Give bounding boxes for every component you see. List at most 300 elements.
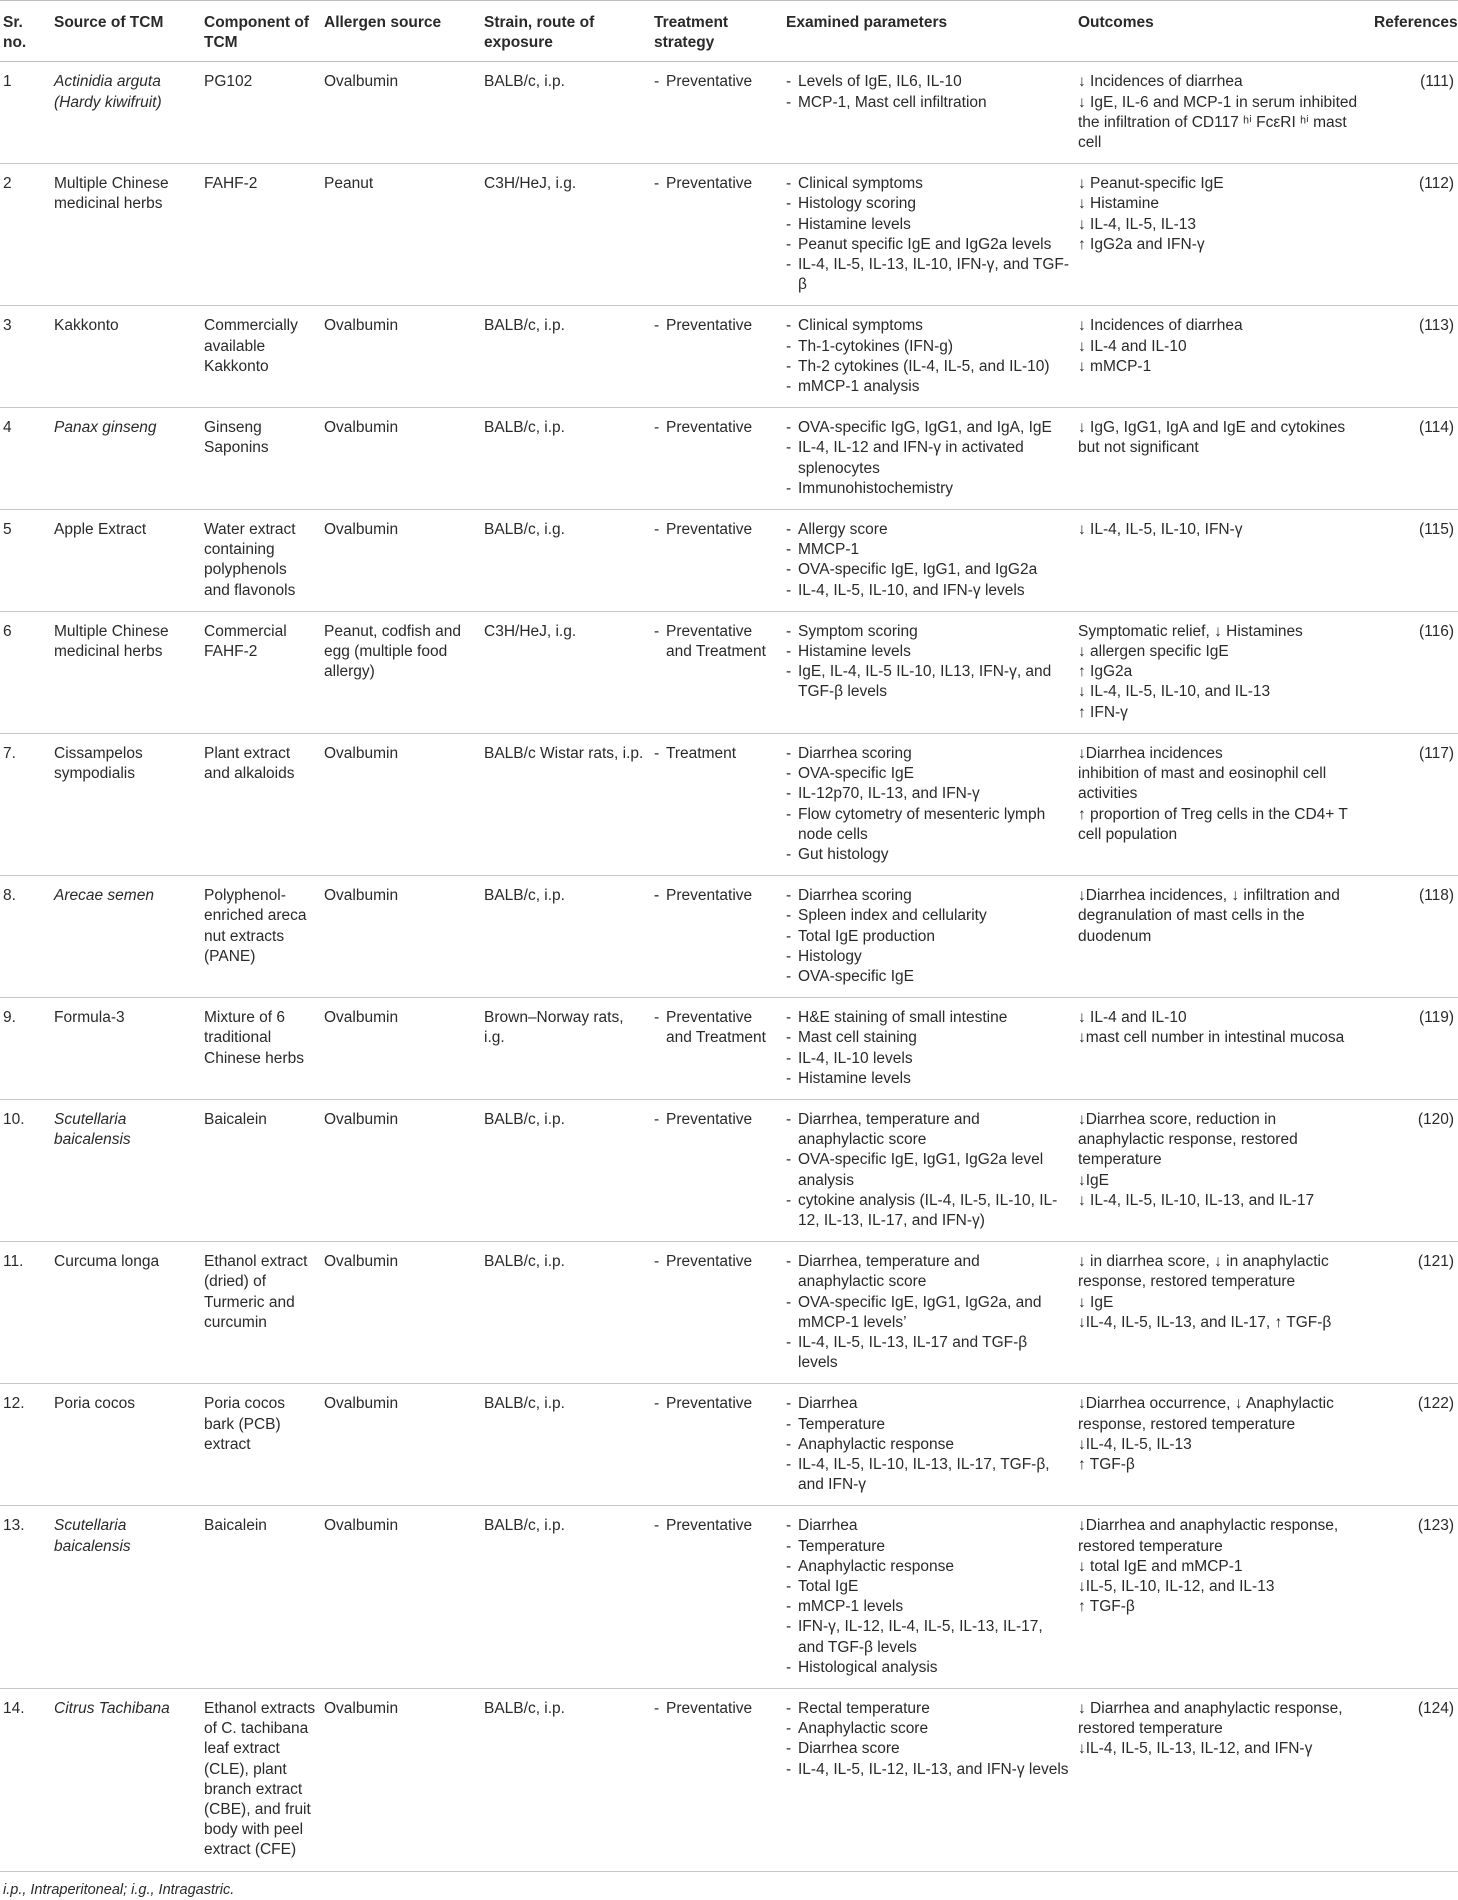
cell-reference: (114) (1370, 408, 1458, 510)
cell-strategy-list (654, 174, 778, 194)
cell-outcomes (1074, 408, 1370, 510)
cell-outcomes (1074, 510, 1370, 612)
cell-strain: BALB/c, i.p. (480, 1384, 650, 1506)
cell-reference: (122) (1370, 1384, 1458, 1506)
list-item: ↓ IL-4, IL-5, IL-13 (1078, 215, 1197, 233)
cell-outcomes (1074, 876, 1370, 998)
list-item: - Anaphylactic response (786, 1557, 1070, 1577)
cell-allergen: Ovalbumin (320, 733, 480, 875)
cell-strategy-list (654, 622, 778, 662)
cell-outcomes-list (1078, 520, 1366, 540)
cell-params (782, 408, 1074, 510)
cell-params (782, 1099, 1074, 1241)
list-item: - Gut histology (786, 845, 1070, 865)
cell-outcomes (1074, 1242, 1370, 1384)
list-item: - Histological analysis (786, 1658, 1070, 1678)
list-item: ↓IL-5, IL-10, IL-12, and IL-13 (1078, 1578, 1275, 1595)
list-item: - Mast cell staining (786, 1028, 1070, 1048)
list-item: - Flow cytometry of mesenteric lymph node cells (786, 805, 1070, 845)
list-item: - Diarrhea (786, 1394, 1070, 1414)
cell-strategy (650, 611, 782, 733)
cell-outcomes-list (1078, 1252, 1366, 1333)
cell-sr-no: 13. (0, 1506, 50, 1689)
cell-sr-no: 3 (0, 306, 50, 408)
cell-params-list (786, 1008, 1070, 1089)
cell-strain: BALB/c, i.p. (480, 876, 650, 998)
list-item: ↓ total IgE and mMCP-1 (1078, 1557, 1243, 1575)
cell-component: Water extract containing polyphenols and flavonols (200, 510, 320, 612)
cell-source: Actinidia arguta (Hardy kiwifruit) (50, 62, 200, 164)
cell-strain: BALB/c Wistar rats, i.p. (480, 733, 650, 875)
cell-reference: (113) (1370, 306, 1458, 408)
list-item: ↓ allergen specific IgE (1078, 643, 1229, 661)
cell-source: Cissampelos sympodialis (50, 733, 200, 875)
table-row (0, 611, 1458, 733)
cell-source: Citrus Tachibana (50, 1689, 200, 1872)
list-item: - OVA-specific IgG, IgG1, and IgA, IgE (786, 418, 1070, 438)
list-item: ↑ IFN-γ (1078, 703, 1128, 721)
cell-reference: (112) (1370, 164, 1458, 306)
list-item: ↓ IgE, IL-6 and MCP-1 in serum inhibited the infiltration of CD117 ʰⁱ FcεRI ʰⁱ mast cell (1078, 93, 1358, 152)
list-item: - Histamine levels (786, 215, 1070, 235)
header-strategy: Treatment strategy (650, 1, 782, 62)
header-params: Examined parameters (782, 1, 1074, 62)
list-item: - Allergy score (786, 520, 1070, 540)
header-references: References (1370, 1, 1458, 62)
list-item: - IL-12p70, IL-13, and IFN-γ (786, 784, 1070, 804)
list-item: Symptomatic relief, ↓ Histamines (1078, 622, 1303, 640)
list-item: ↑ proportion of Treg cells in the CD4+ T cell population (1078, 805, 1348, 843)
cell-outcomes-list (1078, 622, 1366, 723)
cell-allergen: Ovalbumin (320, 1242, 480, 1384)
cell-strategy (650, 1099, 782, 1241)
header-outcomes: Outcomes (1074, 1, 1370, 62)
list-item: - IL-4, IL-5, IL-13, IL-10, IFN-γ, and TGF-β (786, 255, 1070, 295)
cell-outcomes (1074, 1506, 1370, 1689)
list-item: - Histology (786, 947, 1070, 967)
list-item: - Preventative (654, 1252, 778, 1272)
list-item: - IL-4, IL-5, IL-10, IL-13, IL-17, TGF-β, and IFN-γ (786, 1455, 1070, 1495)
list-item: - IFN-γ, IL-12, IL-4, IL-5, IL-13, IL-17, and TGF-β levels (786, 1617, 1070, 1657)
cell-params-list (786, 744, 1070, 865)
header-sr-no: Sr. no. (0, 1, 50, 62)
cell-allergen: Ovalbumin (320, 998, 480, 1100)
list-item: ↓ Incidences of diarrhea (1078, 317, 1243, 335)
cell-source: Multiple Chinese medicinal herbs (50, 611, 200, 733)
cell-outcomes (1074, 611, 1370, 733)
list-item: - Preventative (654, 316, 778, 336)
cell-reference: (117) (1370, 733, 1458, 875)
cell-source: Scutellaria baicalensis (50, 1506, 200, 1689)
cell-outcomes-list (1078, 1110, 1366, 1211)
list-item: ↓ mMCP-1 (1078, 357, 1152, 375)
list-item: - Preventative (654, 174, 778, 194)
list-item: - Peanut specific IgE and IgG2a levels (786, 235, 1070, 255)
cell-allergen: Ovalbumin (320, 510, 480, 612)
cell-strategy (650, 998, 782, 1100)
list-item: - Immunohistochemistry (786, 479, 1070, 499)
list-item: - IL-4, IL-5, IL-10, and IFN-γ levels (786, 581, 1070, 601)
list-item: - Histamine levels (786, 1069, 1070, 1089)
cell-component: Plant extract and alkaloids (200, 733, 320, 875)
list-item: - Preventative and Treatment (654, 622, 778, 662)
cell-strategy (650, 1506, 782, 1689)
cell-params-list (786, 1516, 1070, 1678)
list-item: - Diarrhea score (786, 1739, 1070, 1759)
list-item: - Diarrhea scoring (786, 886, 1070, 906)
table-row (0, 408, 1458, 510)
cell-reference: (115) (1370, 510, 1458, 612)
cell-strategy-list (654, 1110, 778, 1130)
cell-sr-no: 11. (0, 1242, 50, 1384)
table-row (0, 306, 1458, 408)
table-row (0, 164, 1458, 306)
cell-allergen: Ovalbumin (320, 1689, 480, 1872)
cell-allergen: Ovalbumin (320, 1099, 480, 1241)
cell-params-list (786, 622, 1070, 703)
cell-allergen: Ovalbumin (320, 306, 480, 408)
list-item: - Th-1-cytokines (IFN-g) (786, 337, 1070, 357)
cell-strategy-list (654, 520, 778, 540)
cell-sr-no: 6 (0, 611, 50, 733)
list-item: ↓Diarrhea occurrence, ↓ Anaphylactic response, restored temperature (1078, 1395, 1334, 1433)
cell-source: Curcuma longa (50, 1242, 200, 1384)
cell-source: Kakkonto (50, 306, 200, 408)
list-item: ↓ IL-4 and IL-10 (1078, 337, 1187, 355)
cell-outcomes-list (1078, 1699, 1366, 1760)
list-item: - mMCP-1 levels (786, 1597, 1070, 1617)
list-item: - Levels of IgE, IL6, IL-10 (786, 72, 1070, 92)
list-item: ↓ IL-4, IL-5, IL-10, and IL-13 (1078, 683, 1271, 701)
list-item: ↓Diarrhea and anaphylactic response, restored temperature (1078, 1517, 1339, 1555)
list-item: - Preventative (654, 1394, 778, 1414)
list-item: - Preventative (654, 1699, 778, 1719)
cell-outcomes (1074, 733, 1370, 875)
list-item: inhibition of mast and eosinophil cell activities (1078, 765, 1327, 803)
cell-outcomes-list (1078, 1394, 1366, 1475)
header-source: Source of TCM (50, 1, 200, 62)
cell-outcomes (1074, 1099, 1370, 1241)
cell-outcomes-list (1078, 174, 1366, 255)
cell-strategy-list (654, 1516, 778, 1536)
list-item: - Diarrhea, temperature and anaphylactic score (786, 1252, 1070, 1292)
cell-outcomes (1074, 1384, 1370, 1506)
list-item: ↑ TGF-β (1078, 1598, 1135, 1616)
list-item: ↓ IgG, IgG1, IgA and IgE and cytokines but not significant (1078, 419, 1346, 457)
list-item: - OVA-specific IgE, IgG1, and IgG2a (786, 560, 1070, 580)
list-item: - Preventative (654, 72, 778, 92)
cell-outcomes-list (1078, 744, 1366, 845)
list-item: ↓ IL-4, IL-5, IL-10, IFN-γ (1078, 521, 1243, 539)
cell-outcomes (1074, 306, 1370, 408)
table-row (0, 998, 1458, 1100)
cell-outcomes-list (1078, 316, 1366, 377)
cell-params-list (786, 72, 1070, 112)
cell-strain: BALB/c, i.p. (480, 1242, 650, 1384)
list-item: - Th-2 cytokines (IL-4, IL-5, and IL-10) (786, 357, 1070, 377)
cell-strain: BALB/c, i.p. (480, 62, 650, 164)
cell-params (782, 1689, 1074, 1872)
cell-component: Ginseng Saponins (200, 408, 320, 510)
list-item: ↑ IgG2a (1078, 663, 1133, 681)
cell-sr-no: 4 (0, 408, 50, 510)
cell-params-list (786, 316, 1070, 397)
cell-strategy (650, 164, 782, 306)
list-item: - Total IgE (786, 1577, 1070, 1597)
list-item: ↓ Diarrhea and anaphylactic response, restored temperature (1078, 1700, 1343, 1738)
cell-reference: (118) (1370, 876, 1458, 998)
cell-sr-no: 10. (0, 1099, 50, 1241)
cell-component: PG102 (200, 62, 320, 164)
cell-params (782, 1506, 1074, 1689)
cell-allergen: Ovalbumin (320, 408, 480, 510)
cell-reference: (119) (1370, 998, 1458, 1100)
cell-source: Scutellaria baicalensis (50, 1099, 200, 1241)
table-row (0, 733, 1458, 875)
cell-params-list (786, 886, 1070, 987)
cell-strategy-list (654, 744, 778, 764)
table-body (0, 62, 1458, 1871)
list-item: - IL-4, IL-5, IL-13, IL-17 and TGF-β levels (786, 1333, 1070, 1373)
cell-params (782, 510, 1074, 612)
list-item: - Diarrhea (786, 1516, 1070, 1536)
cell-component: Commercial FAHF-2 (200, 611, 320, 733)
list-item: - Preventative (654, 886, 778, 906)
cell-component: Mixture of 6 traditional Chinese herbs (200, 998, 320, 1100)
cell-params (782, 62, 1074, 164)
header-allergen: Allergen source (320, 1, 480, 62)
list-item: - Clinical symptoms (786, 174, 1070, 194)
cell-strategy-list (654, 418, 778, 438)
cell-source: Multiple Chinese medicinal herbs (50, 164, 200, 306)
cell-sr-no: 12. (0, 1384, 50, 1506)
cell-sr-no: 9. (0, 998, 50, 1100)
cell-strain: C3H/HeJ, i.g. (480, 611, 650, 733)
cell-outcomes (1074, 62, 1370, 164)
list-item: - OVA-specific IgE, IgG1, IgG2a, and mMCP-1 levels’ (786, 1293, 1070, 1333)
list-item: - Total IgE production (786, 927, 1070, 947)
list-item: ↓ Histamine (1078, 195, 1159, 213)
cell-strain: Brown–Norway rats, i.g. (480, 998, 650, 1100)
list-item: ↓ Peanut-specific IgE (1078, 175, 1224, 193)
cell-params (782, 611, 1074, 733)
cell-params-list (786, 1394, 1070, 1495)
cell-params-list (786, 1110, 1070, 1231)
list-item: ↓ in diarrhea score, ↓ in anaphylactic response, restored temperature (1078, 1253, 1329, 1291)
cell-params (782, 1384, 1074, 1506)
list-item: - Anaphylactic score (786, 1719, 1070, 1739)
cell-reference: (111) (1370, 62, 1458, 164)
cell-strategy-list (654, 1699, 778, 1719)
cell-source: Formula-3 (50, 998, 200, 1100)
cell-strategy (650, 1689, 782, 1872)
cell-allergen: Ovalbumin (320, 876, 480, 998)
cell-allergen: Peanut, codfish and egg (multiple food allergy) (320, 611, 480, 733)
cell-component: Ethanol extract (dried) of Turmeric and curcumin (200, 1242, 320, 1384)
cell-strain: BALB/c, i.p. (480, 1099, 650, 1241)
list-item: ↓ IgE (1078, 1293, 1114, 1311)
cell-strain: BALB/c, i.p. (480, 408, 650, 510)
table-row (0, 876, 1458, 998)
cell-component: Baicalein (200, 1099, 320, 1241)
list-item: - Diarrhea, temperature and anaphylactic score (786, 1110, 1070, 1150)
table-row (0, 1242, 1458, 1384)
cell-strategy-list (654, 72, 778, 92)
cell-strain: BALB/c, i.p. (480, 1506, 650, 1689)
cell-component: Polyphenol-enriched areca nut extracts (PANE) (200, 876, 320, 998)
cell-reference: (121) (1370, 1242, 1458, 1384)
list-item: - Rectal temperature (786, 1699, 1070, 1719)
cell-strategy (650, 306, 782, 408)
list-item: - Preventative (654, 418, 778, 438)
list-item: - Preventative (654, 520, 778, 540)
cell-outcomes (1074, 998, 1370, 1100)
cell-strain: BALB/c, i.p. (480, 1689, 650, 1872)
list-item: - Anaphylactic response (786, 1435, 1070, 1455)
cell-params (782, 733, 1074, 875)
header-component: Component of TCM (200, 1, 320, 62)
cell-allergen: Ovalbumin (320, 1384, 480, 1506)
cell-strain: BALB/c, i.g. (480, 510, 650, 612)
list-item: ↓IgE (1078, 1171, 1110, 1189)
cell-strategy (650, 62, 782, 164)
list-item: - Temperature (786, 1537, 1070, 1557)
list-item: - Temperature (786, 1415, 1070, 1435)
cell-params-list (786, 174, 1070, 295)
cell-strategy (650, 1384, 782, 1506)
list-item: - MCP-1, Mast cell infiltration (786, 93, 1070, 113)
list-item: - IL-4, IL-5, IL-12, IL-13, and IFN-γ levels (786, 1760, 1070, 1780)
list-item: ↓IL-4, IL-5, IL-13, and IL-17, ↑ TGF-β (1078, 1313, 1332, 1331)
cell-params-list (786, 520, 1070, 601)
cell-reference: (120) (1370, 1099, 1458, 1241)
list-item: - IL-4, IL-10 levels (786, 1049, 1070, 1069)
cell-params (782, 164, 1074, 306)
list-item: - H&E staining of small intestine (786, 1008, 1070, 1028)
list-item: - Preventative (654, 1110, 778, 1130)
list-item: ↓ IL-4, IL-5, IL-10, IL-13, and IL-17 (1078, 1191, 1315, 1209)
list-item: ↓ IL-4 and IL-10 (1078, 1009, 1187, 1027)
cell-sr-no: 8. (0, 876, 50, 998)
list-item: ↑ TGF-β (1078, 1455, 1135, 1473)
list-item: - OVA-specific IgE (786, 764, 1070, 784)
cell-outcomes-list (1078, 1516, 1366, 1617)
cell-strain: C3H/HeJ, i.g. (480, 164, 650, 306)
list-item: - Preventative and Treatment (654, 1008, 778, 1048)
cell-params-list (786, 1252, 1070, 1373)
cell-component: Baicalein (200, 1506, 320, 1689)
list-item: - IgE, IL-4, IL-5 IL-10, IL13, IFN-γ, and TGF-β levels (786, 662, 1070, 702)
cell-outcomes-list (1078, 1008, 1366, 1048)
cell-outcomes-list (1078, 72, 1366, 153)
cell-source: Apple Extract (50, 510, 200, 612)
cell-params (782, 306, 1074, 408)
cell-reference: (124) (1370, 1689, 1458, 1872)
list-item: ↓IL-4, IL-5, IL-13, IL-12, and IFN-γ (1078, 1740, 1313, 1758)
cell-sr-no: 1 (0, 62, 50, 164)
list-item: - IL-4, IL-12 and IFN-γ in activated splenocytes (786, 438, 1070, 478)
table-footnote: i.p., Intraperitoneal; i.g., Intragastric. (3, 1881, 235, 1898)
list-item: - cytokine analysis (IL-4, IL-5, IL-10, IL-12, IL-13, IL-17, and IFN-γ) (786, 1191, 1070, 1231)
cell-strain: BALB/c, i.p. (480, 306, 650, 408)
list-item: - Clinical symptoms (786, 316, 1070, 336)
cell-strategy (650, 733, 782, 875)
cell-allergen: Ovalbumin (320, 62, 480, 164)
cell-reference: (116) (1370, 611, 1458, 733)
cell-strategy-list (654, 1394, 778, 1414)
cell-component: Ethanol extracts of C. tachibana leaf extract (CLE), plant branch extract (CBE), and fruit body with peel extract (CFE) (200, 1689, 320, 1872)
cell-sr-no: 7. (0, 733, 50, 875)
list-item: - OVA-specific IgE, IgG1, IgG2a level analysis (786, 1150, 1070, 1190)
list-item: - Diarrhea scoring (786, 744, 1070, 764)
table-row (0, 1099, 1458, 1241)
list-item: - Symptom scoring (786, 622, 1070, 642)
cell-sr-no: 2 (0, 164, 50, 306)
cell-params-list (786, 1699, 1070, 1780)
cell-reference: (123) (1370, 1506, 1458, 1689)
list-item: - Histamine levels (786, 642, 1070, 662)
cell-source: Panax ginseng (50, 408, 200, 510)
cell-allergen: Peanut (320, 164, 480, 306)
cell-strategy-list (654, 1008, 778, 1048)
list-item: - MMCP-1 (786, 540, 1070, 560)
table-row (0, 1506, 1458, 1689)
list-item: ↓Diarrhea incidences (1078, 744, 1223, 762)
table-row (0, 1384, 1458, 1506)
list-item: ↑ IgG2a and IFN-γ (1078, 235, 1205, 253)
cell-component: Commercially available Kakkonto (200, 306, 320, 408)
cell-params (782, 876, 1074, 998)
list-item: - Histology scoring (786, 194, 1070, 214)
table-row (0, 1689, 1458, 1872)
cell-sr-no: 5 (0, 510, 50, 612)
cell-strategy (650, 408, 782, 510)
cell-source: Arecae semen (50, 876, 200, 998)
table-row (0, 510, 1458, 612)
table-row (0, 62, 1458, 164)
cell-outcomes (1074, 1689, 1370, 1872)
list-item: - Treatment (654, 744, 778, 764)
table-header (0, 1, 1458, 62)
cell-strategy-list (654, 316, 778, 336)
list-item: ↓Diarrhea incidences, ↓ infiltration and degranulation of mast cells in the duodenum (1078, 887, 1340, 945)
list-item: ↓IL-4, IL-5, IL-13 (1078, 1435, 1192, 1453)
list-item: - mMCP-1 analysis (786, 377, 1070, 397)
cell-source: Poria cocos (50, 1384, 200, 1506)
cell-strategy (650, 510, 782, 612)
list-item: ↓ Incidences of diarrhea (1078, 73, 1243, 91)
cell-outcomes-list (1078, 886, 1366, 947)
cell-sr-no: 14. (0, 1689, 50, 1872)
cell-outcomes-list (1078, 418, 1366, 458)
cell-component: FAHF-2 (200, 164, 320, 306)
cell-component: Poria cocos bark (PCB) extract (200, 1384, 320, 1506)
header-strain: Strain, route of exposure (480, 1, 650, 62)
cell-strategy-list (654, 1252, 778, 1272)
cell-allergen: Ovalbumin (320, 1506, 480, 1689)
cell-params (782, 998, 1074, 1100)
list-item: - OVA-specific IgE (786, 967, 1070, 987)
cell-strategy-list (654, 886, 778, 906)
cell-strategy (650, 876, 782, 998)
cell-outcomes (1074, 164, 1370, 306)
cell-strategy (650, 1242, 782, 1384)
list-item: ↓Diarrhea score, reduction in anaphylactic response, restored temperature (1078, 1110, 1298, 1169)
cell-params (782, 1242, 1074, 1384)
list-item: - Preventative (654, 1516, 778, 1536)
cell-params-list (786, 418, 1070, 499)
list-item: - Spleen index and cellularity (786, 906, 1070, 926)
